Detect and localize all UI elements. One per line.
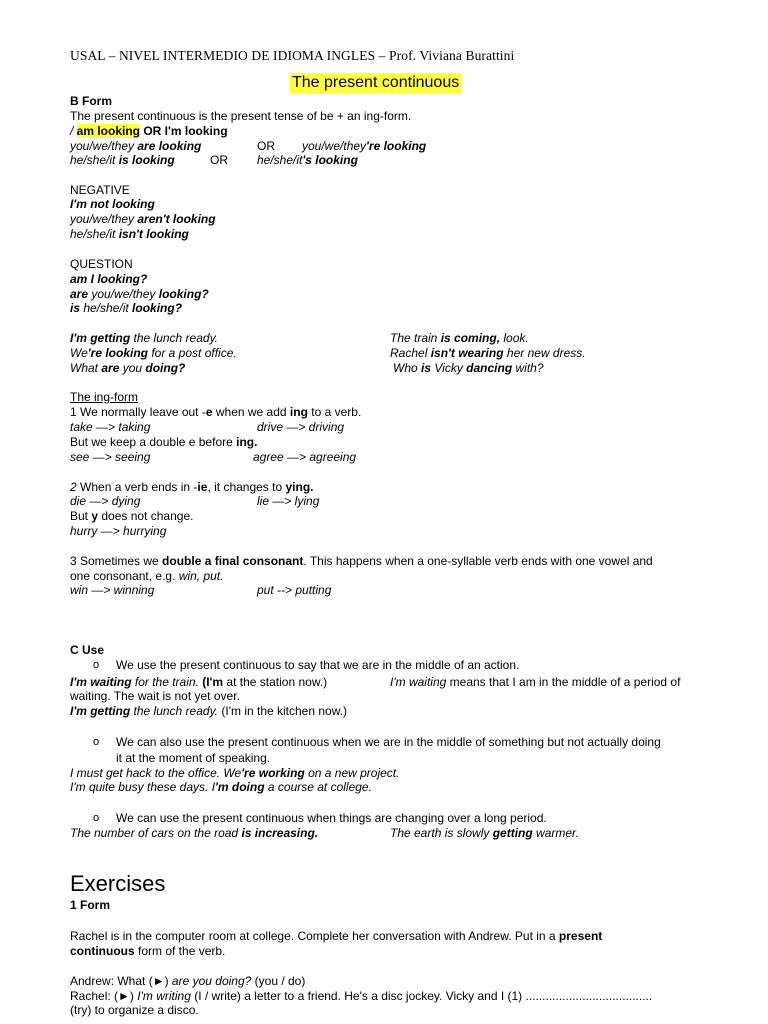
exercise-line-rachel: Rachel: (►) I'm writing (I / write) a letter to a friend. He's a disc jockey. Vicky and I (1) ...................................... [70,989,653,1003]
ingform-example-1c: see —> seeing [70,450,151,464]
form-or-1: OR [257,139,275,153]
form-line-1: / am looking OR I'm looking [70,124,228,138]
use-example-2d: I'm quite busy these days. I'm doing a course at college. [70,780,372,794]
bullet-marker: o [93,659,100,671]
exercise-line-rachel-2: (try) to organize a disco. [70,1003,199,1017]
negative-line-1: I'm not looking [70,197,155,211]
example-a2: We're looking for a post office. [70,346,237,360]
ingform-example-1d: agree —> agreeing [253,450,357,464]
negative-line-2: you/we/they aren't looking [70,212,216,226]
use-point-2: We can also use the present continuous when we are in the middle of something but not actually doing [116,735,661,749]
ingform-example-3b: put --> putting [257,583,332,597]
use-example-1b: I'm waiting means that I am in the middle of a period of [390,675,681,689]
use-point-1: We use the present continuous to say that we are in the middle of an action. [116,658,520,672]
ingform-rule-3b: one consonant, e.g. win, put. [70,569,224,583]
negative-heading: NEGATIVE [70,183,130,197]
example-b1: The train is coming, look. [390,331,529,345]
ingform-rule-1: 1 We normally leave out -e when we add ing to a verb. [70,405,362,419]
page-header: USAL – NIVEL INTERMEDIO DE IDIOMA INGLES – Prof. Viviana Burattini [70,48,515,63]
ingform-example-2c: hurry —> hurrying [70,524,167,538]
question-heading: QUESTION [70,257,133,271]
ingform-rule-1b: But we keep a double e before ing. [70,435,258,449]
use-point-3: We can use the present continuous when things are changing over a long period. [116,811,547,825]
bullet-marker: o [93,736,100,748]
use-heading: C Use [70,643,105,657]
ingform-rule-2b: But y does not change. [70,509,194,523]
bullet-marker: o [93,812,100,824]
exercises-subheading: 1 Form [70,898,111,912]
ingform-example-1a: take —> taking [70,420,151,434]
example-b3: Who is Vicky dancing with? [393,361,544,375]
exercise-instructions-2: continuous form of the verb. [70,944,226,958]
ingform-rule-2: 2 When a verb ends in -ie, it changes to ying. [70,480,314,494]
form-line-2a: you/we/they are looking [70,139,202,153]
exercise-instructions-1: Rachel is in the computer room at college. Complete her conversation with Andrew. Put in a present [70,929,603,943]
negative-line-3: he/she/it isn't looking [70,227,189,241]
ingform-heading: The ing-form [70,390,139,404]
ingform-example-1b: drive —> driving [257,420,345,434]
example-a3: What are you doing? [70,361,186,375]
exercises-heading: Exercises [70,871,166,896]
use-example-1a: I'm waiting for the train. (I'm at the station now.) [70,675,328,689]
question-line-3: is he/she/it looking? [70,301,183,315]
exercise-line-andrew: Andrew: What (►) are you doing? (you / do) [70,974,306,988]
use-point-2b: it at the moment of speaking. [116,751,271,765]
use-example-3b: The earth is slowly getting warmer. [390,826,579,840]
example-a1: I'm getting the lunch ready. [70,331,219,345]
form-line-2b: you/we/they're looking [302,139,427,153]
form-line-3b: he/she/it's looking [257,153,358,167]
question-line-1: am I looking? [70,272,148,286]
use-example-1d: I'm getting the lunch ready. (I'm in the kitchen now.) [70,704,348,718]
form-or-2: OR [210,153,228,167]
ingform-rule-3: 3 Sometimes we double a final consonant. This happens when a one-syllable verb ends with one vowel and [70,554,653,568]
use-example-1c: waiting. The wait is not yet over. [70,689,240,703]
example-b2: Rachel isn't wearing her new dress. [390,346,586,360]
question-line-2: are you/we/they looking? [70,287,209,301]
use-example-3a: The number of cars on the road is increasing. [70,826,319,840]
form-heading: B Form [70,94,112,108]
page-title: The present continuous [292,74,460,91]
form-intro: The present continuous is the present tense of be + an ing-form. [70,109,412,123]
ingform-example-3a: win —> winning [70,583,155,597]
use-example-2c: I must get hack to the office. We're working on a new project. [70,766,400,780]
form-line-3a: he/she/it is looking [70,153,175,167]
ingform-example-2b: lie —> lying [257,494,320,508]
ingform-example-2a: die —> dying [70,494,141,508]
